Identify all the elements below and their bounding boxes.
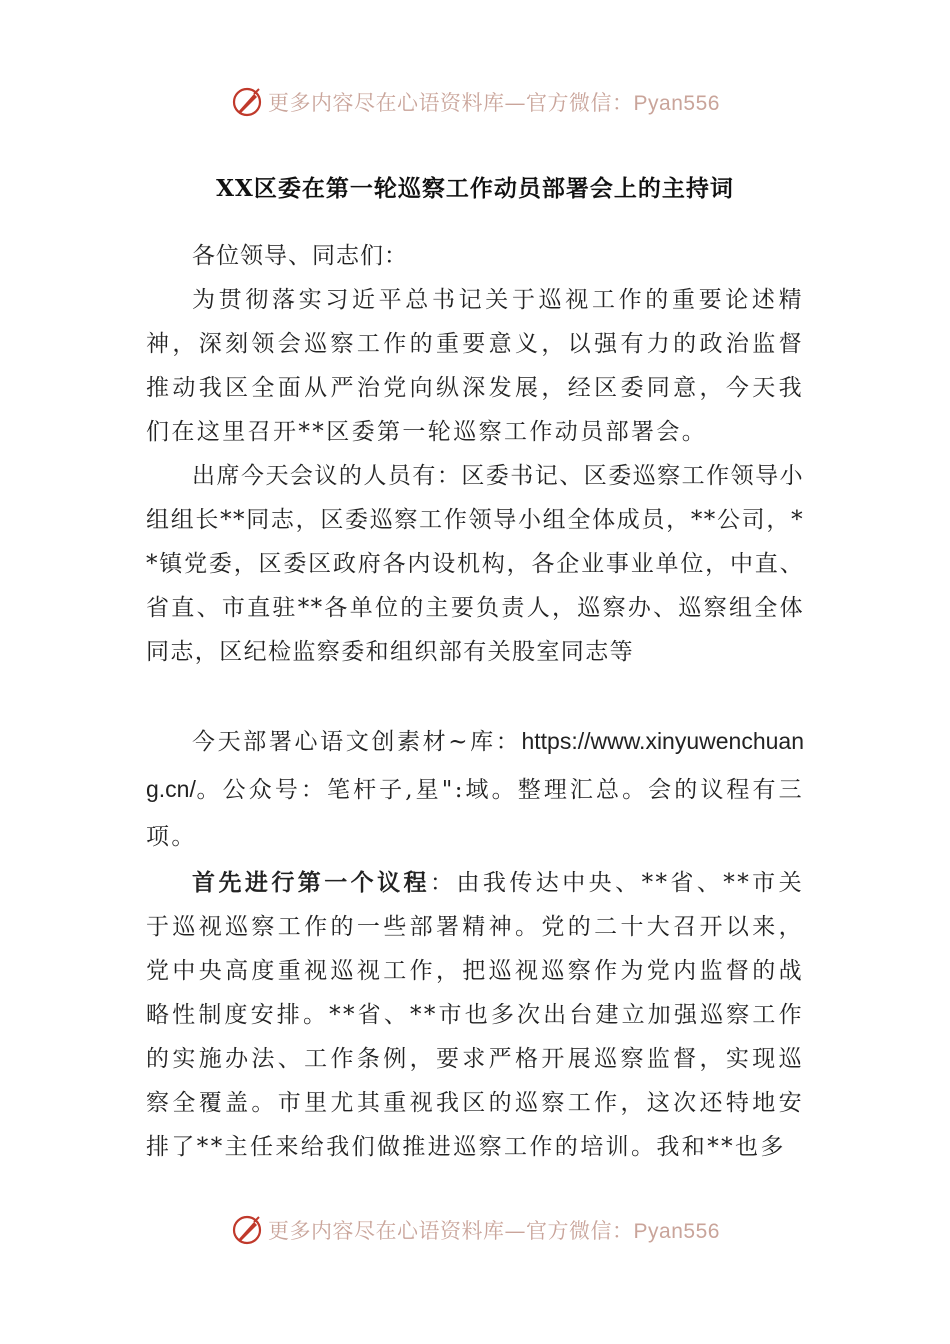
quill-pen-logo-icon [230, 1213, 264, 1247]
document-body [146, 234, 804, 1169]
paragraph-4 [146, 861, 804, 1169]
agenda-item-1-body: ：由我传达中央、**省、**市关于巡视巡察工作的一些部署精神。党的二十大召开以来，党中央高度重视巡视工作，把巡视巡察作为党内监督的战略性制度安排。**省、**市也多次出台建立加强巡察工作的实施办法、工作条例，要求严格开展巡察监督，实现巡察全覆盖。市里尤其重视我区的巡察工作，这次还特地安排了**主任来给我们做推进巡察工作的培训。我和**也多 [146, 870, 804, 1160]
ad-prefix: 今天部署心语文创素材~库： [192, 729, 522, 755]
banner-wechat-id: Pyan556 [633, 1220, 720, 1243]
ad-suffix: 。公众号：笔杆子,星":域。整理汇总。会的议程有三项。 [146, 777, 804, 850]
ad-url-link[interactable]: https://www.xinyuwenchuang.cn/ [146, 728, 804, 802]
banner-text: 更多内容尽在心语资料库—官方微信：Pyan556 [268, 1219, 720, 1243]
paragraph-2: 出席今天会议的人员有：区委书记、区委巡察工作领导小组组长**同志，区委巡察工作领导小组全体成员，**公司，**镇党委，区委区政府各内设机构，各企业事业单位，中直、省直、市直驻**各单位的主要负责人，巡察办、巡察组全体同志，区纪检监察委和组织部有关股室同志等 [146, 463, 804, 665]
agenda-item-1-lead: 首先进行第一个议程 [192, 869, 431, 896]
footer-watermark-banner [0, 1210, 950, 1250]
paragraph-gap [146, 674, 804, 718]
quill-pen-logo-icon [230, 85, 264, 119]
banner-text: 更多内容尽在心语资料库—官方微信：Pyan556 [268, 91, 720, 115]
banner-wechat-id: Pyan556 [633, 92, 720, 115]
paragraph-1: 为贯彻落实习近平总书记关于巡视工作的重要论述精神，深刻领会巡察工作的重要意义，以强有力的政治监督推动我区全面从严治党向纵深发展，经区委同意，今天我们在这里召开**区委第一轮巡察工作动员部署会。 [146, 287, 804, 445]
document-title: XX区委在第一轮巡察工作动员部署会上的主持词 [216, 175, 734, 202]
header-watermark-banner [0, 82, 950, 122]
paragraph-3-ad [146, 718, 804, 861]
greeting: 各位领导、同志们： [192, 243, 408, 269]
